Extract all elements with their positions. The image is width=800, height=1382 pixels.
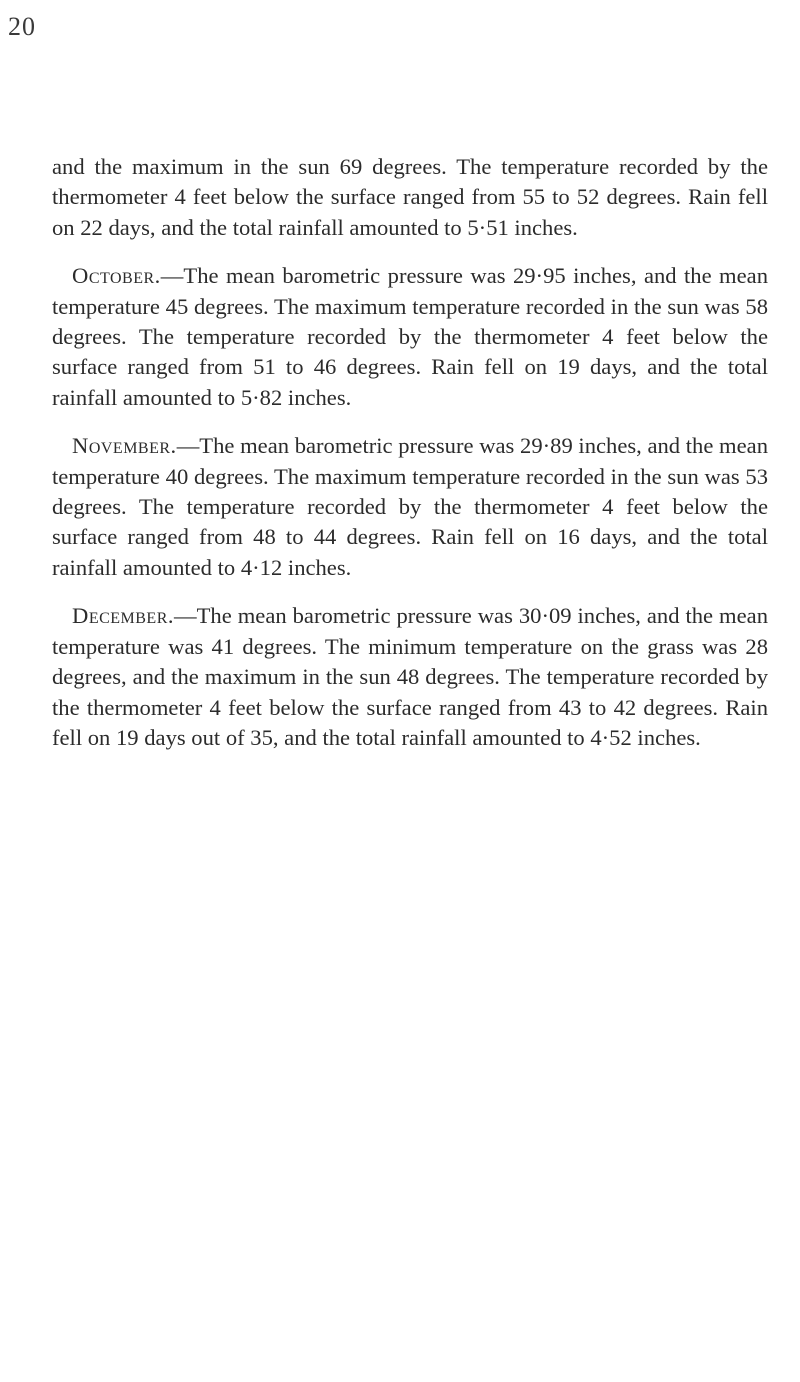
paragraph-text: —The mean barometric pressure was 29·89 inches, and the mean temperature 40 degrees. The maximum temperature recorded in the sun was 53 degrees. The temperature recorded by the thermometer 4 feet below the surface ranged from 48 to 44 degrees. Rain fell on 16 days, and the total rainfall amounted to 4·12 inches. [52, 433, 768, 580]
paragraph-november [52, 431, 768, 583]
paragraph-text: —The mean barometric pressure was 30·09 inches, and the mean temperature was 41 degrees. The minimum temperature on the grass was 28 degrees, and the maximum in the sun 48 degrees. The temperature recorded by the thermometer 4 feet below the surface ranged from 43 to 42 degrees. Rain fell on 19 days out of 35, and the total rainfall amounted to 4·52 inches. [52, 603, 768, 750]
month-heading-november: November. [72, 433, 177, 459]
paragraph-september-continuation [52, 152, 768, 243]
paragraph-october [52, 261, 768, 413]
month-heading-october: October. [72, 263, 161, 289]
paragraph-text: —The mean barometric pressure was 29·95 inches, and the mean temperature 45 degrees. The maximum temperature recorded in the sun was 58 degrees. The temperature recorded by the thermometer 4 feet below the surface ranged from 51 to 46 degrees. Rain fell on 19 days, and the total rainfall amounted to 5·82 inches. [52, 263, 768, 410]
month-heading-december: December. [72, 603, 175, 629]
body-text [52, 152, 768, 771]
page-number: 20 [8, 12, 36, 41]
paragraph-december [52, 601, 768, 753]
paragraph-text: and the maximum in the sun 69 degrees. The temperature recorded by the thermometer 4 feet below the surface ranged from 55 to 52 degrees. Rain fell on 22 days, and the total rainfall amounted to 5·51 inches. [52, 154, 768, 240]
